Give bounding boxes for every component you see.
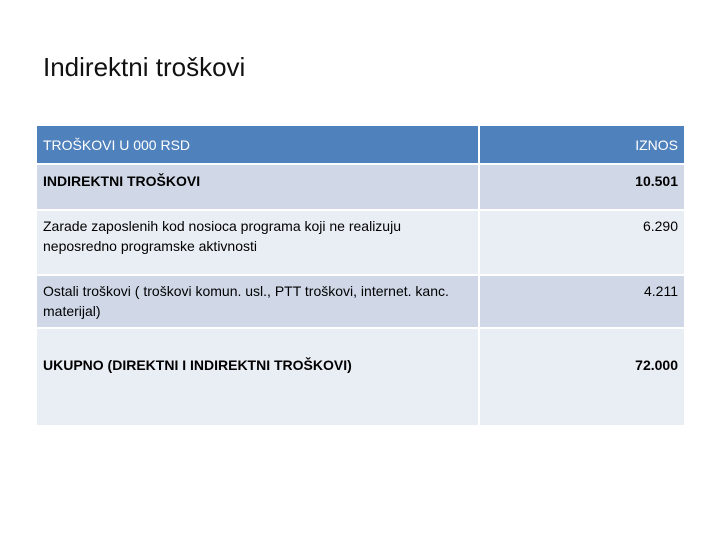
table-row-total (37, 328, 684, 426)
row-amount: 4.211 (479, 275, 684, 328)
row-label: INDIREKTNI TROŠKOVI (37, 164, 479, 210)
page-title: Indirektni troškovi (43, 52, 246, 82)
row-amount: 72.000 (479, 328, 684, 426)
table-row (37, 164, 684, 210)
row-label: Ostali troškovi ( troškovi komun. usl., PTT troškovi, internet. kanc. materijal) (37, 275, 479, 328)
row-amount: 10.501 (479, 164, 684, 210)
row-label: UKUPNO (DIREKTNI I INDIREKTNI TROŠKOVI) (37, 328, 479, 426)
table-header-row (37, 126, 684, 164)
cost-table (37, 126, 684, 427)
table-row (37, 210, 684, 275)
row-label: Zarade zaposlenih kod nosioca programa koji ne realizuju neposredno programske aktivnosti (37, 210, 479, 275)
column-header-amount: IZNOS (479, 126, 684, 164)
column-header-label: TROŠKOVI U 000 RSD (37, 126, 479, 164)
row-amount: 6.290 (479, 210, 684, 275)
table-row (37, 275, 684, 328)
